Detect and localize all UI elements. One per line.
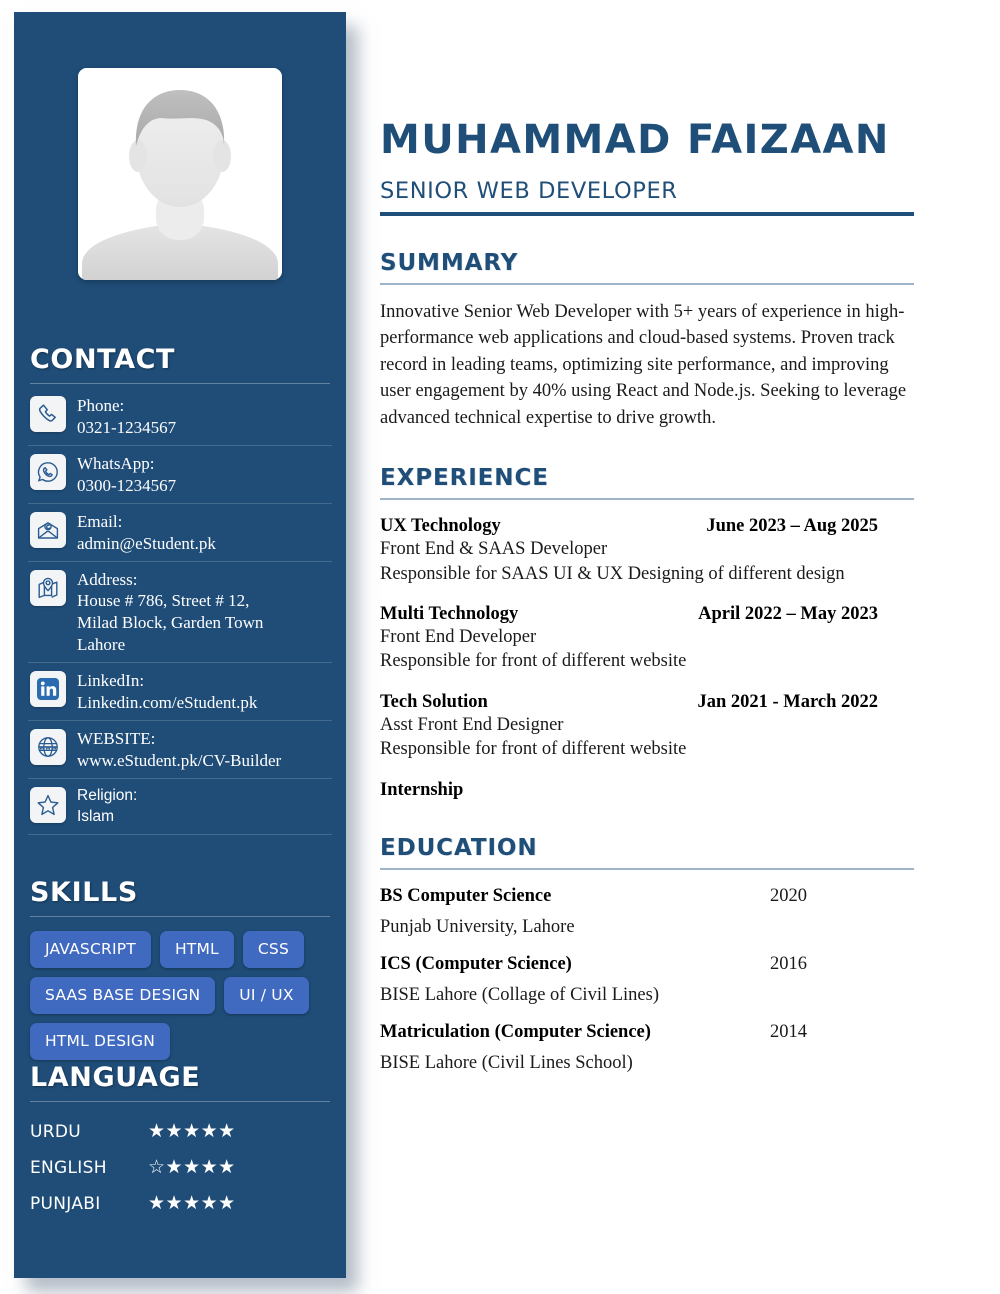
education-entry-header <box>380 954 914 975</box>
contact-row-whatsapp[interactable] <box>28 446 332 504</box>
contact-label: Address: <box>77 569 138 589</box>
language-name: ENGLISH <box>30 1157 107 1178</box>
summary-divider <box>380 283 914 285</box>
whatsapp-icon <box>30 454 66 490</box>
experience-heading: EXPERIENCE <box>380 465 549 492</box>
contact-row-email[interactable] <box>28 504 332 562</box>
person-silhouette-icon <box>78 68 282 280</box>
experience-company: UX Technology <box>380 516 501 537</box>
experience-dates: April 2022 – May 2023 <box>698 604 878 625</box>
contact-row-religion[interactable] <box>28 779 332 835</box>
avatar-container <box>14 12 346 280</box>
contact-value: Islam <box>77 807 115 825</box>
experience-entry-header <box>380 780 914 801</box>
education-degree: Matriculation (Computer Science) <box>380 1021 651 1042</box>
language-rating: ☆★★★★ <box>148 1157 236 1179</box>
skill-pill[interactable]: CSS <box>243 931 304 968</box>
summary-section <box>380 250 914 431</box>
language-row <box>30 1186 330 1222</box>
contact-label: Email: <box>77 511 123 531</box>
experience-divider <box>380 498 914 500</box>
contact-text <box>77 452 176 497</box>
phone-icon <box>30 396 66 432</box>
contact-text <box>77 394 176 439</box>
experience-description: Responsible for front of different website <box>380 739 687 760</box>
location-pin-icon <box>30 570 66 606</box>
contact-text <box>77 785 137 828</box>
main-content <box>380 0 980 1294</box>
contact-text <box>77 727 281 772</box>
education-section <box>380 835 914 1074</box>
contact-divider <box>30 383 330 384</box>
contact-label: LinkedIn: <box>77 671 145 691</box>
education-entry <box>380 954 914 1006</box>
language-rating: ★★★★★ <box>148 1193 236 1215</box>
experience-role: Front End Developer <box>380 627 537 648</box>
education-entry-header <box>380 1022 914 1043</box>
language-list <box>14 1114 346 1222</box>
education-degree: ICS (Computer Science) <box>380 953 572 974</box>
experience-entry-header <box>380 692 914 713</box>
education-year: 2020 <box>770 885 807 906</box>
education-year: 2014 <box>770 1021 807 1042</box>
contact-heading: CONTACT <box>30 344 176 375</box>
language-divider <box>30 1101 330 1102</box>
education-institute: BISE Lahore (Civil Lines School) <box>380 1052 633 1073</box>
contact-row-website[interactable] <box>28 721 332 779</box>
language-row <box>30 1150 330 1186</box>
contact-row-phone[interactable] <box>28 388 332 446</box>
page-title: MUHAMMAD FAIZAAN <box>380 117 890 163</box>
language-heading: LANGUAGE <box>30 1061 201 1093</box>
education-entry-header <box>380 886 914 907</box>
experience-entry-header <box>380 516 914 537</box>
svg-text:www: www <box>39 743 57 752</box>
contact-value: House # 786, Street # 12, Milad Block, Garden Town Lahore <box>77 591 264 655</box>
contact-value: www.eStudent.pk/CV-Builder <box>77 750 282 770</box>
experience-entry <box>380 692 914 762</box>
experience-role: Asst Front End Designer <box>380 714 564 735</box>
contact-value: Linkedin.com/eStudent.pk <box>77 693 258 713</box>
education-year: 2016 <box>770 953 807 974</box>
education-divider <box>380 868 914 870</box>
experience-company: Tech Solution <box>380 691 488 712</box>
contact-label: WEBSITE: <box>77 729 156 749</box>
contact-text <box>77 669 257 714</box>
summary-heading: SUMMARY <box>380 250 519 276</box>
email-icon <box>30 512 66 548</box>
skill-pill[interactable]: HTML <box>160 931 234 968</box>
experience-entry <box>380 604 914 674</box>
skills-heading: SKILLS <box>30 876 138 908</box>
experience-entry-header <box>380 604 914 625</box>
skill-pill[interactable]: UI / UX <box>224 977 308 1014</box>
experience-company: Internship <box>380 779 464 800</box>
experience-list <box>380 516 914 800</box>
star-icon <box>30 787 66 823</box>
experience-company: Multi Technology <box>380 604 519 625</box>
education-entry <box>380 1022 914 1074</box>
contact-value: 0321-1234567 <box>77 417 177 437</box>
contact-label: Phone: <box>77 396 125 415</box>
contact-text <box>77 510 216 555</box>
avatar <box>78 68 282 280</box>
experience-description: Responsible for SAAS UI & UX Designing of different design <box>380 563 845 584</box>
education-list <box>380 886 914 1074</box>
skill-pill[interactable]: HTML DESIGN <box>30 1023 170 1060</box>
experience-description: Responsible for front of different website <box>380 651 687 672</box>
skill-pill[interactable]: SAAS BASE DESIGN <box>30 977 215 1014</box>
contact-value: 0300-1234567 <box>77 475 177 495</box>
job-title: SENIOR WEB DEVELOPER <box>380 178 678 204</box>
experience-section <box>380 465 914 800</box>
contact-row-linkedin[interactable] <box>28 663 332 721</box>
education-institute: BISE Lahore (Collage of Civil Lines) <box>380 984 659 1005</box>
contact-label: Religion: <box>77 786 138 804</box>
education-heading: EDUCATION <box>380 834 538 861</box>
contact-label: WhatsApp: <box>77 453 155 473</box>
language-row <box>30 1114 330 1150</box>
language-rating: ★★★★★ <box>148 1121 236 1143</box>
experience-role: Front End & SAAS Developer <box>380 539 608 560</box>
linkedin-icon <box>30 671 66 707</box>
title-divider <box>380 212 914 216</box>
sidebar <box>14 12 346 1278</box>
summary-text: Innovative Senior Web Developer with 5+ years of experience in high-performance web applications and cloud-based systems. Proven track record in leading teams, optimizing site performance, and improving user engagement by 40% using React and Node.js. Seeking to leverage advanced technical expertise to drive growth. <box>380 302 907 428</box>
language-name: PUNJABI <box>30 1193 101 1214</box>
contact-list <box>14 388 346 835</box>
experience-dates: June 2023 – Aug 2025 <box>706 516 878 537</box>
education-degree: BS Computer Science <box>380 885 552 906</box>
contact-row-address[interactable] <box>28 562 332 664</box>
education-entry <box>380 886 914 938</box>
experience-dates: Jan 2021 - March 2022 <box>697 691 878 712</box>
skills-list <box>14 917 346 1060</box>
globe-www-icon <box>30 729 66 765</box>
contact-value: admin@eStudent.pk <box>77 533 216 553</box>
skill-pill[interactable]: JAVASCRIPT <box>30 931 151 968</box>
education-institute: Punjab University, Lahore <box>380 916 575 937</box>
language-name: URDU <box>30 1121 81 1142</box>
contact-text <box>77 568 263 657</box>
experience-entry <box>380 516 914 586</box>
experience-entry <box>380 780 914 801</box>
